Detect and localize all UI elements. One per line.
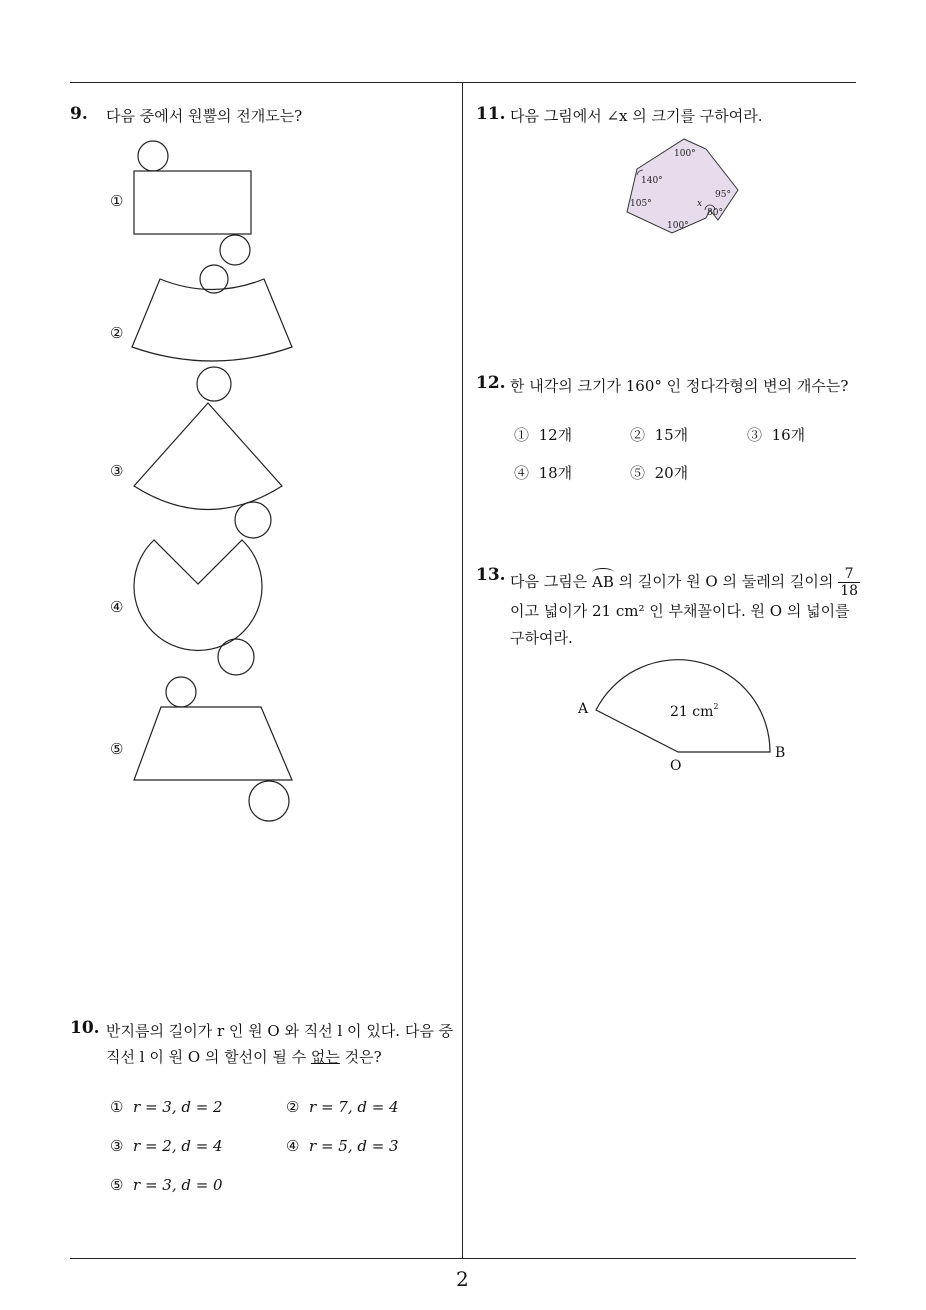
q9-option-2-figure	[132, 265, 292, 401]
q10-option-3-mark: ③	[110, 1137, 124, 1155]
q10-option-4[interactable]	[286, 1137, 399, 1155]
q11-label-140: 140°	[641, 176, 663, 186]
q13-sector-figure	[570, 650, 800, 780]
q10-option-4-mark: ④	[286, 1137, 300, 1155]
q9-option-2-mark[interactable]: ②	[110, 324, 124, 342]
question-13-number: 13.	[476, 565, 506, 585]
q12-option-3[interactable]	[747, 424, 805, 445]
question-13-line1-b: 의 길이가 원 O 의 둘레의 길이의	[613, 572, 839, 591]
question-10-text-line2-b: 것은?	[339, 1048, 382, 1066]
q9-option-3-mark[interactable]: ③	[110, 462, 124, 480]
question-11-text: 다음 그림에서 ∠x 의 크기를 구하여라.	[510, 107, 763, 125]
q11-label-x: x	[697, 199, 703, 209]
q10-option-4-expr: r = 5, d = 3	[309, 1137, 399, 1155]
q10-option-2[interactable]	[286, 1098, 399, 1116]
question-13-line2: 이고 넓이가 21 cm² 인 부채꼴이다. 원 O 의 넓이를	[510, 602, 850, 620]
q9-option-1-mark[interactable]: ①	[110, 192, 124, 210]
question-10-text-line1: 반지름의 길이가 r 인 원 O 와 직선 l 이 있다. 다음 중	[106, 1022, 454, 1040]
question-10-underlined-word: 없는	[310, 1048, 340, 1066]
page-number: 2	[456, 1267, 469, 1291]
q13-point-b: B	[775, 745, 786, 761]
q10-option-1-expr: r = 3, d = 2	[133, 1098, 223, 1116]
question-10-text-line2-a: 직선 l 이 원 O 의 할선이 될 수	[106, 1048, 311, 1066]
q10-option-2-mark: ②	[286, 1098, 300, 1116]
question-10-number: 10.	[70, 1018, 100, 1038]
arc-ab-label: AB	[592, 572, 614, 591]
q9-option-5-figure	[134, 677, 292, 821]
q12-option-3-text: 16개	[771, 426, 806, 444]
q11-label-100-bottom: 100°	[667, 221, 689, 231]
q11-label-100-top: 100°	[674, 149, 696, 159]
q12-option-3-mark: ③	[747, 426, 763, 444]
q10-option-1[interactable]	[110, 1098, 223, 1116]
q13-point-o: O	[670, 758, 682, 774]
bottom-rule	[70, 1258, 856, 1259]
q9-option-4-figure	[134, 540, 262, 675]
q10-option-1-mark: ①	[110, 1098, 124, 1116]
q9-option-1-figure	[134, 141, 251, 265]
question-12-text: 한 내각의 크기가 160° 인 정다각형의 변의 개수는?	[510, 377, 849, 395]
fraction-denominator: 18	[840, 583, 859, 599]
q13-area-label: 21 $cm^2$	[670, 702, 719, 720]
q13-area-sup: 2	[713, 702, 719, 711]
question-11-number: 11.	[476, 104, 506, 124]
q12-option-1-text: 12개	[538, 426, 573, 444]
q9-net-figures	[0, 0, 462, 1000]
q10-option-3-expr: r = 2, d = 4	[133, 1137, 223, 1155]
question-12-number: 12.	[476, 373, 506, 393]
q12-option-4[interactable]	[514, 462, 572, 483]
fraction-7-18	[838, 566, 860, 599]
q12-option-5[interactable]	[630, 462, 688, 483]
q11-label-80: 80°	[707, 208, 723, 218]
q13-point-a: A	[578, 701, 589, 717]
q12-option-1-mark: ①	[514, 426, 530, 444]
q10-option-5-expr: r = 3, d = 0	[133, 1176, 223, 1194]
question-9-number: 9.	[70, 104, 88, 124]
q10-option-3[interactable]	[110, 1137, 223, 1155]
question-13-line3: 구하여라.	[510, 629, 573, 647]
q12-option-4-text: 18개	[538, 464, 573, 482]
q10-option-5-mark: ⑤	[110, 1176, 124, 1194]
q11-label-105: 105°	[630, 199, 652, 209]
q11-label-95: 95°	[715, 190, 731, 200]
q12-option-2-text: 15개	[654, 426, 689, 444]
q12-option-1[interactable]	[514, 424, 572, 445]
fraction-numerator: 7	[838, 566, 860, 583]
q12-option-5-mark: ⑤	[630, 464, 646, 482]
q12-option-2-mark: ②	[630, 426, 646, 444]
q12-option-4-mark: ④	[514, 464, 530, 482]
question-13-line1-a: 다음 그림은	[510, 572, 592, 591]
column-divider	[462, 83, 463, 1258]
question-9-text: 다음 중에서 원뿔의 전개도는?	[106, 107, 303, 125]
question-10-text-line2	[106, 1046, 382, 1067]
q12-option-2[interactable]	[630, 424, 688, 445]
q9-option-3-figure	[134, 403, 282, 538]
q10-option-5[interactable]	[110, 1176, 223, 1194]
q11-polygon-figure	[610, 130, 750, 240]
q9-option-5-mark[interactable]: ⑤	[110, 740, 124, 758]
q9-option-4-mark[interactable]: ④	[110, 598, 124, 616]
q10-option-2-expr: r = 7, d = 4	[309, 1098, 399, 1116]
q12-option-5-text: 20개	[654, 464, 689, 482]
question-13-line1	[510, 566, 860, 599]
